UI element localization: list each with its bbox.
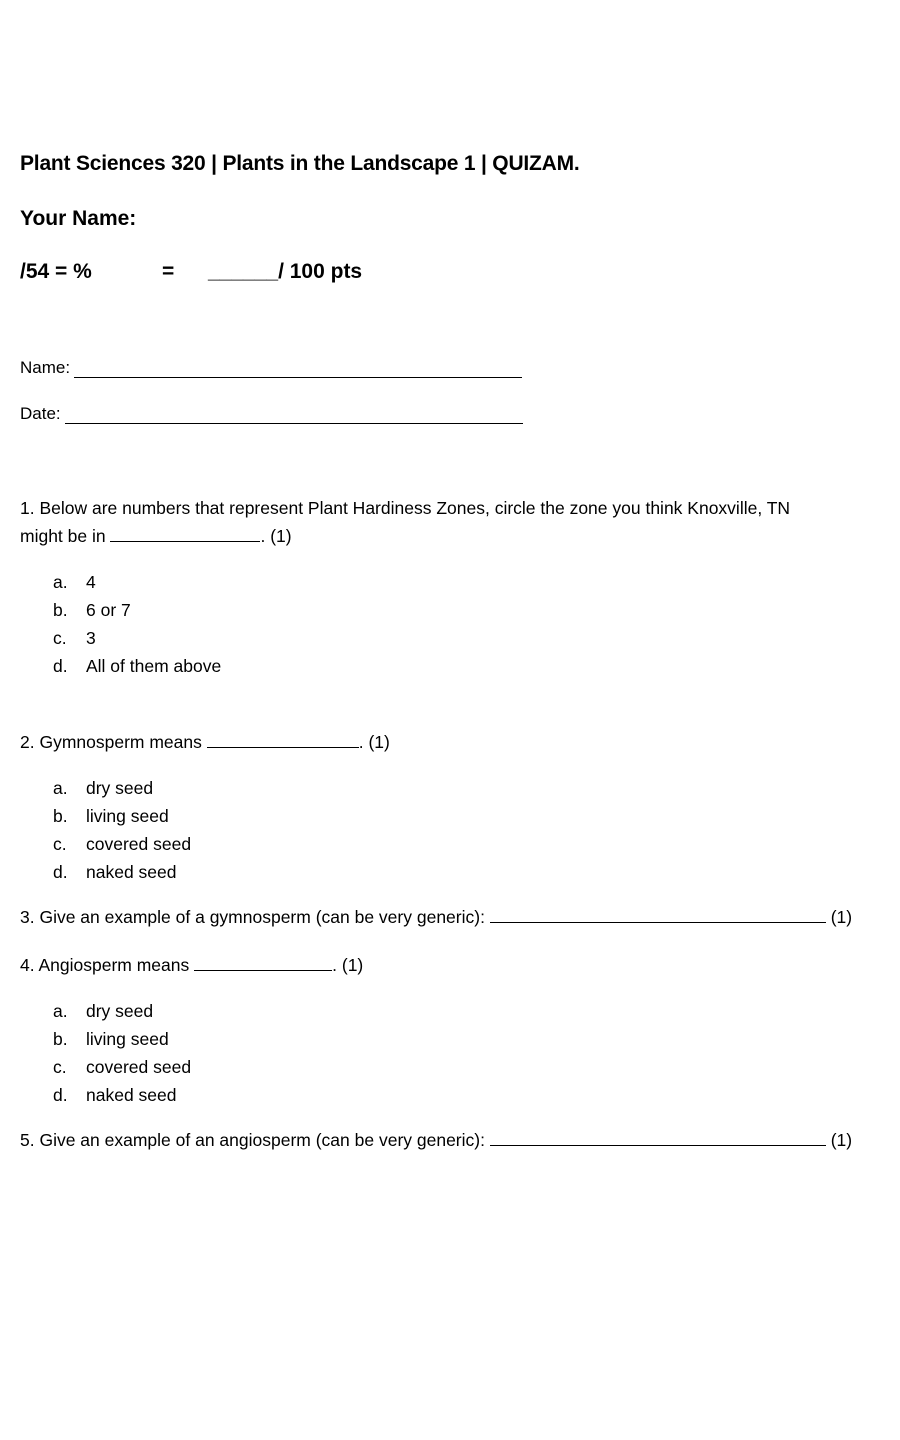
answer-blank[interactable] — [207, 731, 359, 748]
question-2-text: 2. Gymnosperm means — [20, 732, 202, 752]
question-5-text: 5. Give an example of an angiosperm (can be very generic): — [20, 1130, 485, 1150]
option-b[interactable]: b. living seed — [53, 1029, 169, 1049]
question-1-line2: might be in . (1) — [20, 526, 292, 546]
option-c[interactable]: c. 3 — [53, 628, 96, 648]
name-field[interactable] — [20, 358, 522, 378]
option-c[interactable]: c. covered seed — [53, 1057, 192, 1077]
question-1 — [20, 494, 790, 550]
option-a[interactable]: a. dry seed — [53, 778, 154, 798]
question-2-options — [53, 774, 191, 886]
question-3-text: 3. Give an example of a gymnosperm (can be very generic): — [20, 907, 485, 927]
answer-blank[interactable] — [194, 954, 332, 971]
question-2: 2. Gymnosperm means . (1) — [20, 732, 390, 752]
answer-blank[interactable] — [490, 906, 826, 923]
question-1-text: 1. Below are numbers that represent Plant Hardiness Zones, circle the zone you think Knoxville, TN — [20, 498, 791, 518]
question-3: 3. Give an example of a gymnosperm (can be very generic): (1) — [20, 907, 853, 927]
question-5: 5. Give an example of an angiosperm (can be very generic): (1) — [20, 1130, 853, 1150]
date-input-line[interactable] — [65, 409, 523, 424]
question-1-options — [53, 568, 221, 680]
answer-blank[interactable] — [110, 525, 260, 542]
score-equals: = — [162, 260, 175, 283]
option-a[interactable]: a. dry seed — [53, 1001, 154, 1021]
option-d[interactable]: d. All of them above — [53, 656, 222, 676]
option-d[interactable]: d. naked seed — [53, 862, 177, 882]
name-input-line[interactable] — [74, 363, 522, 378]
date-field[interactable] — [20, 404, 523, 424]
name-label: Name: — [20, 358, 71, 377]
your-name-heading: Your Name: — [20, 207, 137, 230]
option-b[interactable]: b. living seed — [53, 806, 169, 826]
question-4-options — [53, 997, 191, 1109]
option-a[interactable]: a. 4 — [53, 572, 96, 592]
question-4-text: 4. Angiosperm means — [20, 955, 190, 975]
option-c[interactable]: c. covered seed — [53, 834, 192, 854]
date-label: Date: — [20, 404, 61, 423]
option-d[interactable]: d. naked seed — [53, 1085, 177, 1105]
page-title: Plant Sciences 320 | Plants in the Landscape 1 | QUIZAM. — [20, 152, 580, 175]
score-fraction: /54 = % — [20, 260, 92, 283]
score-points: ______/ 100 pts — [208, 260, 363, 283]
option-b[interactable]: b. 6 or 7 — [53, 600, 131, 620]
question-4: 4. Angiosperm means . (1) — [20, 955, 364, 975]
answer-blank[interactable] — [490, 1129, 826, 1146]
